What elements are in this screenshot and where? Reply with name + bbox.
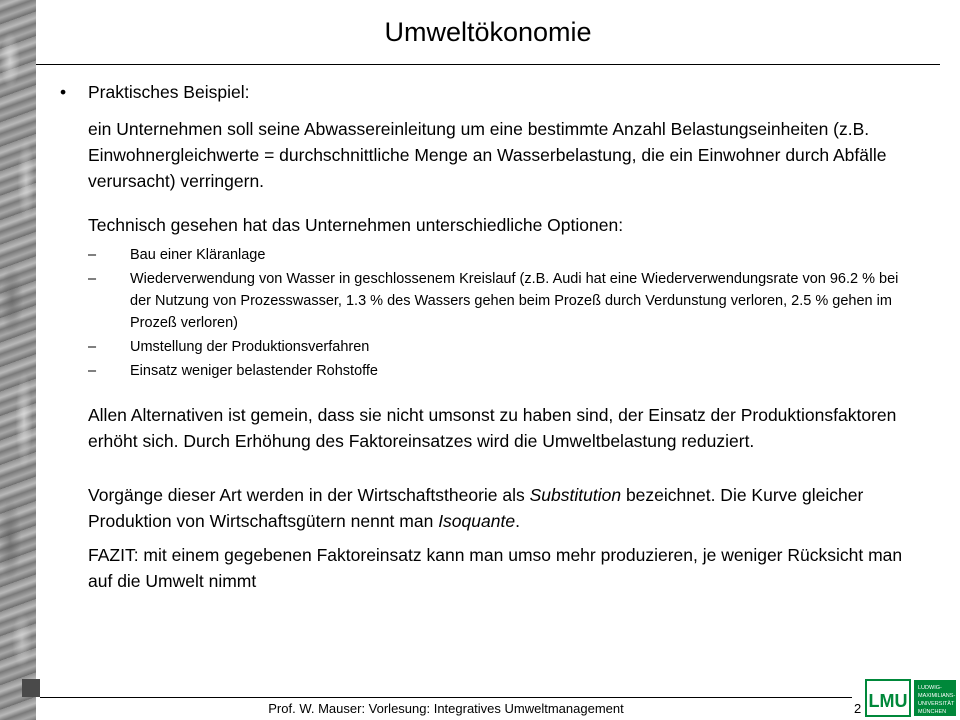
- dash-icon: –: [88, 247, 97, 263]
- option-text: Umstellung der Produktionsverfahren: [130, 339, 370, 355]
- options-intro: Technisch gesehen hat das Unternehmen unterschiedliche Optionen:: [88, 215, 624, 235]
- decorative-side-strip: [0, 0, 36, 720]
- footer-text: Prof. W. Mauser: Vorlesung: Integratives Umweltmanagement: [268, 701, 624, 716]
- footer-divider: [40, 697, 852, 698]
- option-item: [88, 268, 920, 334]
- lmu-logo-line-4: MÜNCHEN: [918, 709, 947, 715]
- slide-content: [60, 80, 920, 594]
- term-substitution: Substitution: [529, 485, 622, 505]
- lmu-logo-line-1: LUDWIG-: [918, 685, 942, 691]
- dash-icon: –: [88, 363, 97, 379]
- option-item: [88, 360, 920, 382]
- slide-title: Umweltökonomie: [384, 17, 592, 47]
- term-isoquante: Isoquante: [438, 511, 516, 531]
- substitution-text-before: Vorgänge dieser Art werden in der Wirtschaftstheorie als: [88, 485, 530, 505]
- substitution-text-middle: bezeichnet. Die Kurve gleicher Produktion von Wirtschaftsgütern nennt man: [88, 485, 864, 531]
- option-text: Einsatz weniger belastender Rohstoffe: [130, 363, 378, 379]
- bullet-item: [60, 80, 920, 104]
- option-item: [88, 244, 920, 266]
- footer-square-marker: [22, 679, 40, 697]
- conclusion-paragraph: FAZIT: mit einem gegebenen Faktoreinsatz kann man umso mehr produzieren, je weniger Rücksicht man auf die Umwelt nimmt: [88, 545, 903, 591]
- lmu-logo-letters: LMU: [868, 691, 908, 711]
- option-text: Wiederverwendung von Wasser in geschlossenem Kreislauf (z.B. Audi hat eine Wiederverwendungsrate von 96.2 % bei der Nutzung von Prozesswasser, 1.3 % des Wassers gehen beim Prozeß durch Verdunstung verloren, 2.5 % gehen im Prozeß verloren): [130, 271, 899, 331]
- substitution-paragraph: [88, 482, 920, 534]
- alternatives-paragraph: Allen Alternativen ist gemein, dass sie nicht umsonst zu haben sind, der Einsatz der Produktionsfaktoren erhöht sich. Durch Erhöhung des Faktoreinsatzes wird die Umweltbelastung reduziert.: [88, 405, 897, 451]
- example-description: ein Unternehmen soll seine Abwassereinleitung um eine bestimmte Anzahl Belastungseinheiten (z.B. Einwohnergleichwerte = durchschnittliche Menge an Wasserbelastung, die ein Einwohner durch Abfälle verursacht) verringern.: [88, 119, 887, 191]
- lmu-logo-line-3: UNIVERSITÄT: [918, 701, 955, 707]
- options-list: [88, 244, 920, 382]
- page-number: 2: [854, 701, 862, 716]
- lmu-logo-line-2: MAXIMILIANS-: [918, 693, 956, 699]
- option-item: [88, 336, 920, 358]
- substitution-text-after: .: [515, 511, 520, 531]
- dash-icon: –: [88, 339, 97, 355]
- bullet-heading: Praktisches Beispiel:: [88, 82, 250, 102]
- lmu-logo: [864, 676, 958, 720]
- title-divider: [36, 64, 940, 65]
- bullet-dot-icon: •: [60, 82, 67, 102]
- option-text: Bau einer Kläranlage: [130, 247, 266, 263]
- dash-icon: –: [88, 271, 97, 287]
